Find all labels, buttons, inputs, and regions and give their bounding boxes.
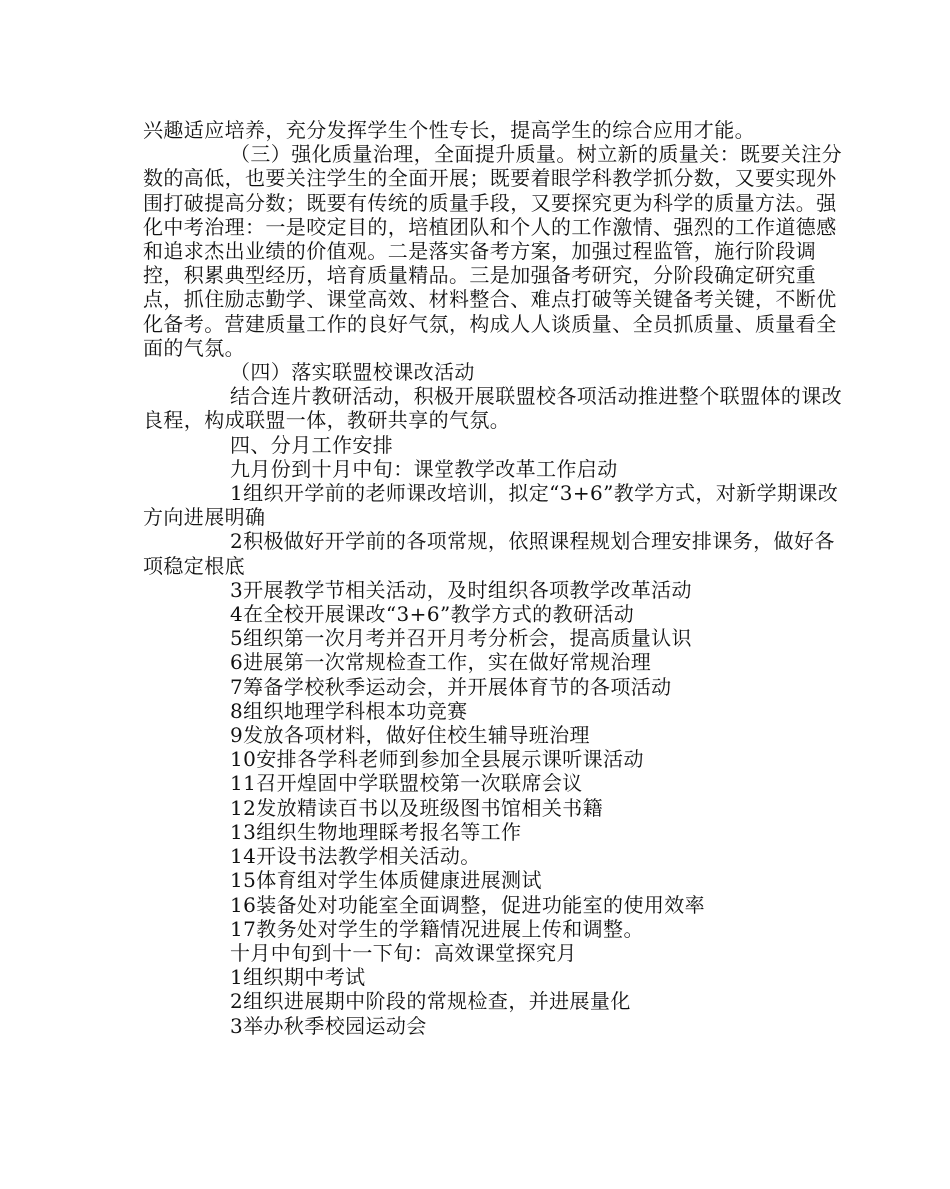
list-item: 17教务处对学生的学籍情况进展上传和调整。 — [230, 916, 644, 941]
list-item: 15体育组对学生体质健康进展测试 — [230, 868, 542, 893]
heading-period-two: 十月中旬到十一下旬：高效课堂探究月 — [230, 940, 577, 965]
list-item: 3举办秋季校园运动会 — [230, 1013, 427, 1038]
list-item: 16装备处对功能室全面调整，促进功能室的使用效率 — [230, 892, 706, 917]
list-item: 5组织第一次月考并召开月考分析会，提高质量认识 — [230, 626, 692, 651]
list-item: 1组织期中考试 — [230, 965, 366, 990]
list-item: 2积极做好开学前的各项常规，依照课程规划合理安排课务，做好各项稳定根底 — [143, 529, 835, 578]
paragraph-section-four: 结合连片教研活动，积极开展联盟校各项活动推进整个联盟体的课改良程，构成联盟一体，教研共享的气氛。 — [143, 384, 842, 433]
list-item: 10安排各学科老师到参加全县展示课听课活动 — [230, 747, 644, 772]
list-item: 13组织生物地理睬考报名等工作 — [230, 819, 522, 844]
list-item: 1组织开学前的老师课改培训，拟定“3+6”教学方式，对新学期课改方向进展明确 — [143, 481, 839, 530]
heading-section-four: （四）落实联盟校课改活动 — [230, 360, 475, 385]
list-item: 4在全校开展课改“3+6”教学方式的教研活动 — [230, 602, 635, 627]
document-body — [143, 118, 843, 1038]
list-item: 12发放精读百书以及班级图书馆相关书籍 — [230, 795, 604, 820]
paragraph-continuation: 兴趣适应培养，充分发挥学生个性专长，提高学生的综合应用才能。 — [143, 118, 755, 142]
list-item: 8组织地理学科根本功竞赛 — [230, 698, 468, 723]
heading-monthly-plan: 四、分月工作安排 — [230, 432, 394, 457]
list-item: 7筹备学校秋季运动会，并开展体育节的各项活动 — [230, 674, 672, 699]
list-item: 9发放各项材料，做好住校生辅导班治理 — [230, 723, 590, 748]
list-item: 6进展第一次常规检查工作，实在做好常规治理 — [230, 650, 652, 675]
list-item: 2组织进展期中阶段的常规检查，并进展量化 — [230, 989, 631, 1014]
heading-period-one: 九月份到十月中旬：课堂教学改革工作启动 — [230, 456, 618, 481]
list-item: 11召开煌固中学联盟校第一次联席会议 — [230, 771, 583, 796]
list-item: 3开展教学节相关活动，及时组织各项教学改革活动 — [230, 577, 692, 602]
list-item: 14开设书法教学相关活动。 — [230, 844, 481, 869]
paragraph-section-three: （三）强化质量治理，全面提升质量。树立新的质量关：既要关注分数的高低，也要关注学生的全面开展；既要着眼学科教学抓分数，又要实现外围打破提高分数；既要有传统的质量手段，又要探究更为科学的质量方法。强化中考治理：一是咬定目的，培植团队和个人的工作激情、强烈的工作道德感和追求杰出业绩的价值观。二是落实备考方案，加强过程监管，施行阶段调控，积累典型经历，培育质量精品。三是加强备考研究，分阶段确定研究重点，抓住励志勤学、课堂高效、材料整合、难点打破等关键备考关键，不断优化备考。营建质量工作的良好气氛，构成人人谈质量、全员抓质量、质量看全面的气氛。 — [143, 142, 842, 360]
